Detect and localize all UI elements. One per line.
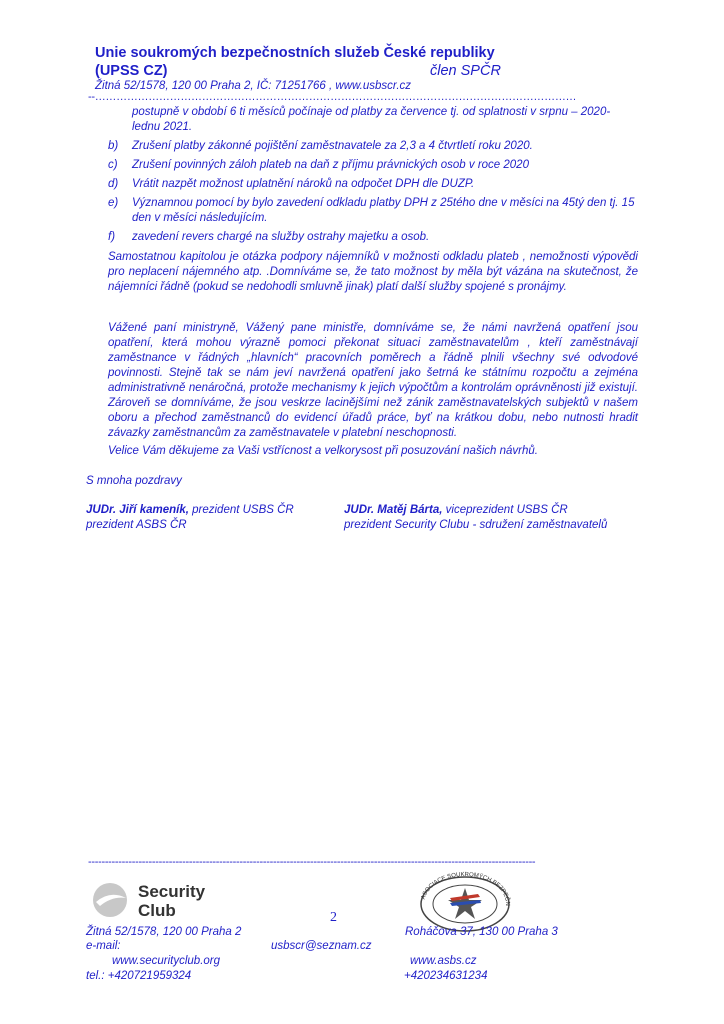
footer-left-address: Žitná 52/1578, 120 00 Praha 2 (86, 926, 242, 938)
security-club-logo (90, 880, 240, 920)
list-item (108, 105, 638, 135)
asbs-seal-text: ASOCIACE SOUKROMÝCH BEZPEČN (420, 871, 511, 906)
membership-note: člen SPČR (430, 63, 501, 79)
list-item-text: Zrušení platby zákonné pojištění zaměstnavatele za 2,3 a 4 čtvrtletí roku 2020. (132, 140, 533, 152)
signatory-role-2: prezident Security Clubu - sdružení zaměstnavatelů (344, 519, 608, 531)
list-item (108, 196, 638, 226)
list-item (108, 158, 638, 173)
signatory-role-2: prezident ASBS ČR (86, 519, 187, 531)
list-marker: f) (108, 231, 116, 243)
list-item (108, 177, 638, 192)
footer-left-phone: tel.: +420721959324 (86, 970, 192, 982)
organization-abbreviation: (UPSS CZ) (95, 63, 168, 79)
asbs-logo (410, 870, 520, 932)
footer-right-phone: +420234631234 (404, 970, 488, 982)
header-divider: --……………………………………………………………………………………………………………………… (88, 91, 577, 103)
list-item-text: Zrušení povinných záloh plateb na daň z příjmu právnických osob v roce 2020 (132, 159, 529, 171)
list-marker: b) (108, 140, 119, 152)
list-item-text: Vrátit nazpět možnost uplatnění nároků na odpočet DPH dle DUZP. (132, 178, 475, 190)
organization-title: Unie soukromých bezpečnostních služeb České republiky (95, 45, 495, 61)
paragraph-tenants: Samostatnou kapitolou je otázka podpory nájemníků v možnosti odkladu plateb , nemožnosti výpovědi pro neplacení nájemného atp. .Domníváme se, že tato možnost by měla být vázána na skutečnost, že nájemníci řádně (pokud se nedohodli smluvně jinak) platí další služby spojené s pronájmy. (108, 251, 638, 293)
list-item (108, 139, 638, 154)
list-marker: e) (108, 197, 119, 209)
footer-email-label: e-mail: (86, 940, 121, 952)
signature-left (86, 503, 341, 533)
list-marker: c) (108, 159, 118, 171)
signature-right (344, 503, 644, 533)
list-marker: d) (108, 178, 119, 190)
footer-right-address: Roháčova 37, 130 00 Praha 3 (405, 926, 558, 938)
list-item-text: postupně v období 6 ti měsíců počínaje od platby za července tj. od splatnosti v srpnu – 2020- lednu 2021. (132, 106, 611, 133)
list-item-text: zavedení revers chargé na služby ostrahy majetku a osob. (132, 231, 430, 243)
paragraph-address-ministers: Vážené paní ministryně, Vážený pane ministře, domníváme se, že námi navržená opatření jsou opatření, která mohou výrazně pomoci překonat situaci zaměstnavatelům , kteří zaměstnávají zaměstnance v řádných „hlavních“ pracovních poměrech a řádně plnili všechny své odvodové povinnosti. Stejně tak se nám jeví navržená opatření jako šetrná ke státnímu rozpočtu a zejména administrativně nenáročná, protože mechanismy k jejich výpočtům a kontrolám oprávněnosti již existují. Zároveň se domníváme, že jsou veskrze lacinějšími než zánik zaměstnavatelských subjektů v našem oboru a přechod zaměstnanců do evidencí úřadů práce, byť na krátkou dobu, nebo nutnosti hradit závazky zaměstnancům za zaměstnavatele v platební neschopnosti. (108, 322, 638, 439)
footer-email-link[interactable]: usbscr@seznam.cz (271, 940, 372, 952)
signatory-role: prezident USBS ČR (188, 504, 294, 516)
footer-left-website[interactable]: www.securityclub.org (112, 955, 221, 967)
asbs-seal-icon (410, 870, 520, 932)
closing-greeting: S mnoha pozdravy (86, 475, 182, 487)
list-item-text: Významnou pomocí by bylo zavedení odkladu platby DPH z 25tého dne v měsíci na 45tý den tj. 15 den v měsíci následujícím. (132, 197, 635, 224)
footer-right-website[interactable]: www.asbs.cz (410, 955, 477, 967)
list-marker (108, 105, 132, 135)
proposal-list (108, 105, 638, 249)
logo-text-club: Club (138, 901, 176, 920)
list-item (108, 230, 638, 245)
signatory-name: JUDr. Jiří kameník, (86, 504, 189, 516)
organization-address: Žitná 52/1578, 120 00 Praha 2, IČ: 71251766 , www.usbscr.cz (95, 80, 412, 92)
signatory-name: JUDr. Matěj Bárta, (344, 504, 443, 516)
logo-text-security: Security (138, 882, 206, 901)
page-number: 2 (330, 910, 337, 925)
signatory-role: viceprezident USBS ČR (442, 504, 568, 516)
paragraph-thanks: Velice Vám děkujeme za Vaši vstřícnost a velkorysost při posuzování našich návrhů. (108, 445, 538, 457)
security-club-logo-icon (90, 880, 240, 920)
footer-divider: ------------------------------------------------------------------------------------------------------------------------------------- (88, 856, 536, 868)
